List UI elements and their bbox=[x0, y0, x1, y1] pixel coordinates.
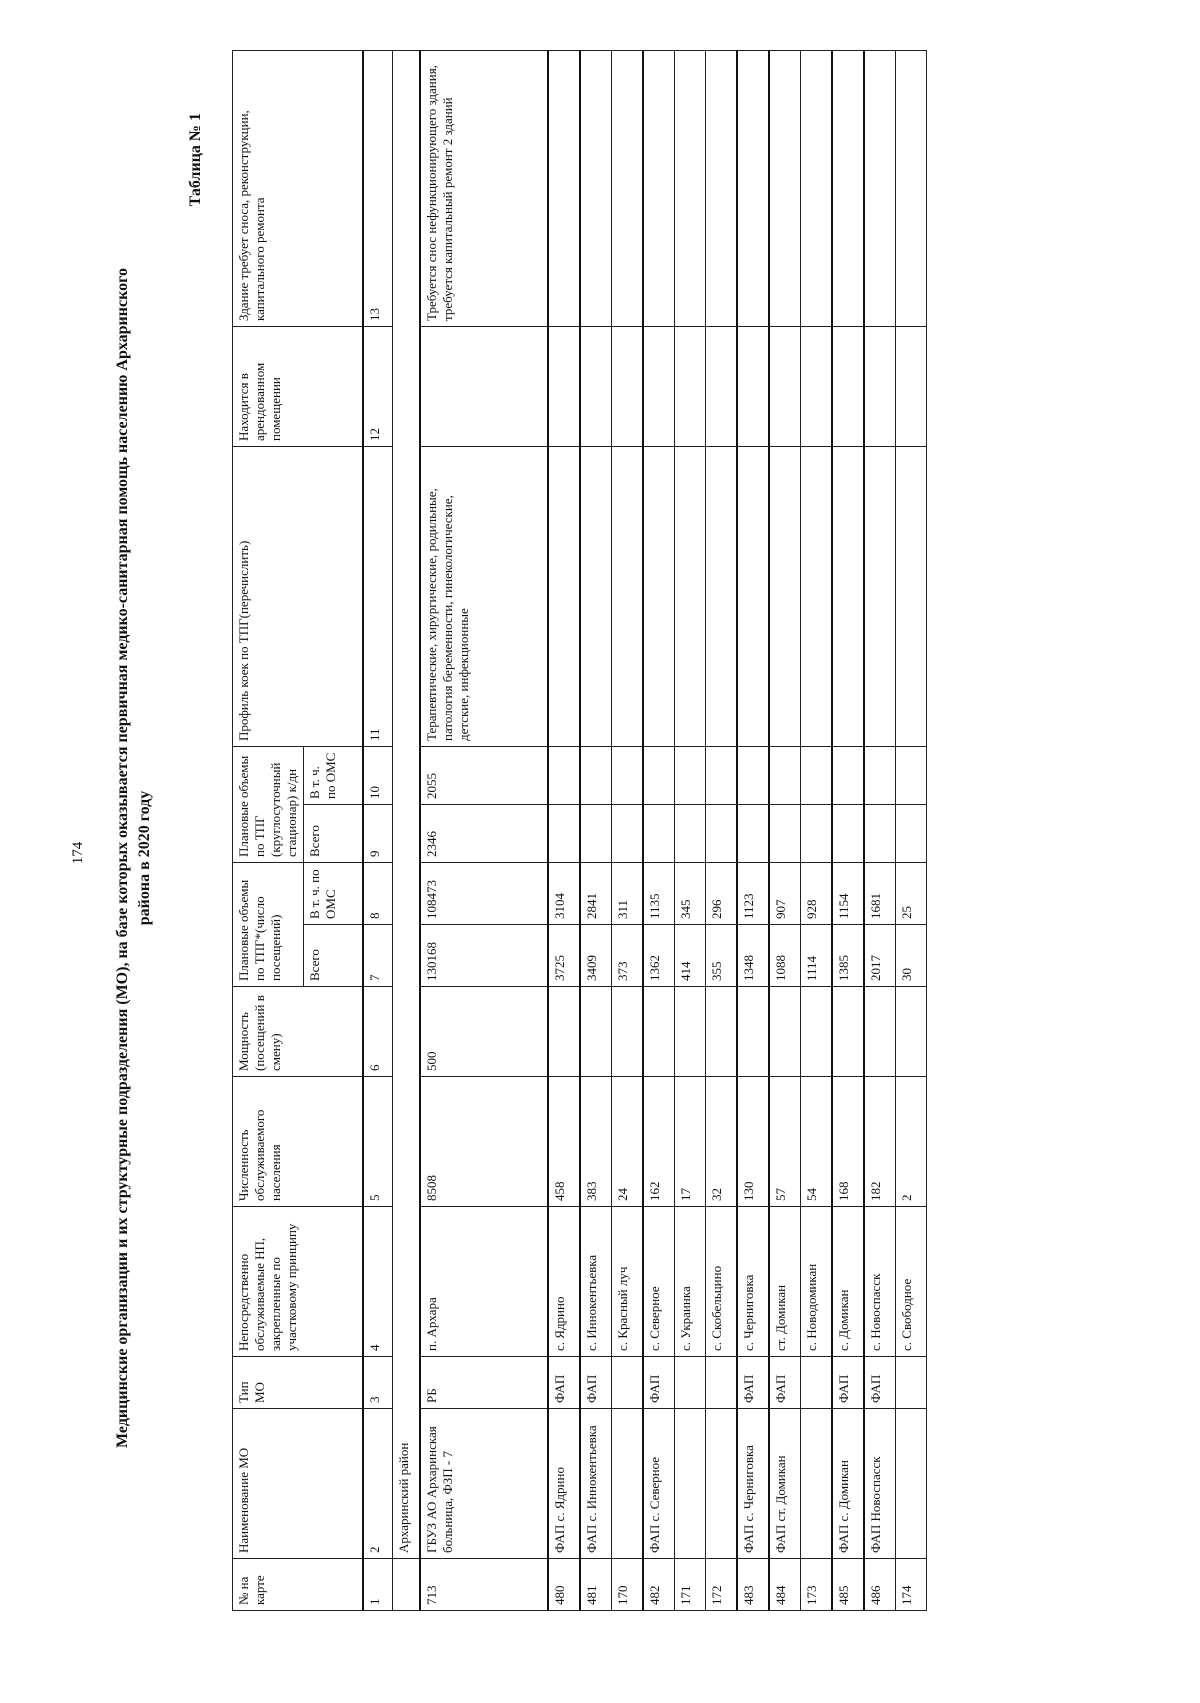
cell-visits-total: 30 bbox=[896, 925, 927, 987]
cell-population: 168 bbox=[832, 1077, 864, 1207]
cell-bed-profile bbox=[643, 447, 675, 747]
cell-bed-profile bbox=[737, 447, 769, 747]
cell-mo-type bbox=[801, 1357, 833, 1409]
cell-map-number: 481 bbox=[580, 1559, 612, 1611]
cell-bed-days-oms bbox=[769, 747, 801, 805]
document-title-line-2: района в 2020 году bbox=[136, 790, 153, 926]
cell-settlement: с. Домикан bbox=[832, 1207, 864, 1357]
table-label: Таблица № 1 bbox=[187, 113, 204, 207]
cell-mo-name bbox=[675, 1409, 706, 1559]
column-number: 10 bbox=[363, 747, 393, 805]
cell-repair-note bbox=[612, 51, 644, 327]
cell-settlement: с. Новоспасск bbox=[864, 1207, 896, 1357]
cell-map-number: 173 bbox=[801, 1559, 833, 1611]
cell-bed-days-oms bbox=[706, 747, 738, 805]
column-number-row bbox=[363, 51, 393, 1611]
cell-bed-days-oms bbox=[896, 747, 927, 805]
cell-settlement: с. Свободное bbox=[896, 1207, 927, 1357]
cell-mo-type: ФАП bbox=[864, 1357, 896, 1409]
cell-bed-profile bbox=[706, 447, 738, 747]
cell-settlement: с. Скобельцино bbox=[706, 1207, 738, 1357]
cell-settlement: с. Черниговка bbox=[737, 1207, 769, 1357]
cell-bed-days-total bbox=[580, 805, 612, 863]
header-bed-days-total: Всего bbox=[304, 805, 364, 863]
cell-map-number: 483 bbox=[737, 1559, 769, 1611]
cell-population: 383 bbox=[580, 1077, 612, 1207]
cell-bed-days-oms bbox=[643, 747, 675, 805]
cell-bed-profile bbox=[896, 447, 927, 747]
column-number: 3 bbox=[363, 1357, 393, 1409]
facilities-table bbox=[232, 50, 927, 1611]
cell-rented bbox=[675, 327, 706, 447]
cell-bed-profile bbox=[769, 447, 801, 747]
cell-population: 130 bbox=[737, 1077, 769, 1207]
cell-settlement: с. Новодомикан bbox=[801, 1207, 833, 1357]
column-number: 8 bbox=[363, 863, 393, 925]
column-number: 13 bbox=[363, 51, 393, 327]
cell-mo-type: ФАП bbox=[769, 1357, 801, 1409]
table-row bbox=[864, 51, 896, 1611]
cell-mo-name bbox=[896, 1409, 927, 1559]
cell-visits-oms: 1123 bbox=[737, 863, 769, 925]
cell-bed-days-oms bbox=[675, 747, 706, 805]
table-row bbox=[801, 51, 833, 1611]
cell-rented bbox=[896, 327, 927, 447]
cell-bed-profile bbox=[612, 447, 644, 747]
table-container bbox=[232, 51, 927, 1611]
page-number: 174 bbox=[70, 841, 86, 865]
header-mo-type: Тип МО bbox=[233, 1357, 364, 1409]
cell-settlement: с. Ядрино bbox=[548, 1207, 580, 1357]
header-planned-bed-days: Плановые объемы по ТПГ (круглосуточный стационар) к/дн bbox=[233, 747, 304, 863]
table-row bbox=[737, 51, 769, 1611]
cell-map-number: 713 bbox=[420, 1559, 548, 1611]
cell-map-number: 171 bbox=[675, 1559, 706, 1611]
cell-map-number: 482 bbox=[643, 1559, 675, 1611]
cell-visits-oms: 108473 bbox=[420, 863, 548, 925]
cell-bed-days-total: 2346 bbox=[420, 805, 548, 863]
cell-bed-days-oms bbox=[832, 747, 864, 805]
cell-visits-total: 3409 bbox=[580, 925, 612, 987]
cell-bed-days-total bbox=[706, 805, 738, 863]
cell-bed-days-total bbox=[832, 805, 864, 863]
cell-repair-note: Требуется снос нефункционирующего здания, требуется капитальный ремонт 2 зданий bbox=[420, 51, 548, 327]
cell-mo-name: ФАП с. Домикан bbox=[832, 1409, 864, 1559]
cell-mo-name bbox=[612, 1409, 644, 1559]
cell-population: 24 bbox=[612, 1077, 644, 1207]
cell-rented bbox=[864, 327, 896, 447]
cell-visits-oms: 311 bbox=[612, 863, 644, 925]
cell-capacity bbox=[706, 987, 738, 1077]
cell-capacity bbox=[643, 987, 675, 1077]
cell-population: 2 bbox=[896, 1077, 927, 1207]
header-capacity: Мощность (посещений в смену) bbox=[233, 987, 364, 1077]
cell-bed-days-oms bbox=[548, 747, 580, 805]
column-number: 9 bbox=[363, 805, 393, 863]
header-population: Численность обслуживаемого населения bbox=[233, 1077, 364, 1207]
column-number: 11 bbox=[363, 447, 393, 747]
cell-map-number: 484 bbox=[769, 1559, 801, 1611]
cell-visits-total: 1088 bbox=[769, 925, 801, 987]
cell-bed-days-oms bbox=[737, 747, 769, 805]
cell-visits-oms: 3104 bbox=[548, 863, 580, 925]
cell-mo-type: РБ bbox=[420, 1357, 548, 1409]
cell-bed-days-total bbox=[737, 805, 769, 863]
cell-visits-oms: 907 bbox=[769, 863, 801, 925]
cell-mo-type: ФАП bbox=[832, 1357, 864, 1409]
document-title bbox=[112, 153, 156, 1563]
cell-capacity bbox=[832, 987, 864, 1077]
cell-mo-type: ФАП bbox=[580, 1357, 612, 1409]
cell-rented bbox=[737, 327, 769, 447]
cell-map-number: 485 bbox=[832, 1559, 864, 1611]
column-number: 12 bbox=[363, 327, 393, 447]
cell-bed-days-total bbox=[864, 805, 896, 863]
cell-bed-profile bbox=[864, 447, 896, 747]
table-row bbox=[769, 51, 801, 1611]
cell-bed-days-total bbox=[643, 805, 675, 863]
cell-visits-oms: 1681 bbox=[864, 863, 896, 925]
cell-bed-profile: Терапевтические, хирургические, родильные, патология беременности, гинекологические, детские, инфекционные bbox=[420, 447, 548, 747]
cell-visits-oms: 1135 bbox=[643, 863, 675, 925]
table-row bbox=[612, 51, 644, 1611]
cell-map-number: 486 bbox=[864, 1559, 896, 1611]
column-number: 6 bbox=[363, 987, 393, 1077]
header-row-1 bbox=[233, 51, 304, 1611]
cell-visits-total: 414 bbox=[675, 925, 706, 987]
cell-rented bbox=[420, 327, 548, 447]
cell-settlement: с. Украинка bbox=[675, 1207, 706, 1357]
cell-repair-note bbox=[643, 51, 675, 327]
header-visits-total: Всего bbox=[304, 925, 364, 987]
table-row bbox=[420, 51, 548, 1611]
cell-visits-total: 1114 bbox=[801, 925, 833, 987]
cell-capacity bbox=[612, 987, 644, 1077]
cell-mo-type bbox=[612, 1357, 644, 1409]
cell-visits-total: 373 bbox=[612, 925, 644, 987]
cell-map-number: 170 bbox=[612, 1559, 644, 1611]
cell-mo-name: ФАП с. Ядрино bbox=[548, 1409, 580, 1559]
table-row bbox=[675, 51, 706, 1611]
table-body bbox=[363, 51, 927, 1611]
cell-bed-days-total bbox=[801, 805, 833, 863]
header-map-number: № на карте bbox=[233, 1559, 364, 1611]
cell-rented bbox=[548, 327, 580, 447]
cell-repair-note bbox=[801, 51, 833, 327]
cell-visits-oms: 296 bbox=[706, 863, 738, 925]
cell-population: 182 bbox=[864, 1077, 896, 1207]
table-row bbox=[580, 51, 612, 1611]
cell-map-number: 172 bbox=[706, 1559, 738, 1611]
cell-mo-name: ФАП с. Черниговка bbox=[737, 1409, 769, 1559]
cell-mo-type: ФАП bbox=[737, 1357, 769, 1409]
cell-bed-days-oms bbox=[864, 747, 896, 805]
header-mo-name: Наименование МО bbox=[233, 1409, 364, 1559]
cell-rented bbox=[706, 327, 738, 447]
cell-repair-note bbox=[548, 51, 580, 327]
cell-visits-total: 1385 bbox=[832, 925, 864, 987]
cell-visits-oms: 928 bbox=[801, 863, 833, 925]
cell-rented bbox=[801, 327, 833, 447]
cell-mo-name bbox=[706, 1409, 738, 1559]
cell-visits-total: 1362 bbox=[643, 925, 675, 987]
table-row bbox=[832, 51, 864, 1611]
column-number: 4 bbox=[363, 1207, 393, 1357]
cell-repair-note bbox=[580, 51, 612, 327]
cell-visits-oms: 2841 bbox=[580, 863, 612, 925]
cell-bed-profile bbox=[832, 447, 864, 747]
cell-mo-type bbox=[896, 1357, 927, 1409]
cell-population: 8508 bbox=[420, 1077, 548, 1207]
cell-bed-profile bbox=[548, 447, 580, 747]
header-rented: Находится в арендованном помещении bbox=[233, 327, 364, 447]
cell-repair-note bbox=[737, 51, 769, 327]
cell-population: 162 bbox=[643, 1077, 675, 1207]
column-number: 1 bbox=[363, 1559, 393, 1611]
cell-visits-oms: 345 bbox=[675, 863, 706, 925]
table-row bbox=[896, 51, 927, 1611]
cell-bed-days-oms bbox=[801, 747, 833, 805]
cell-mo-name: ФАП ст. Домикан bbox=[769, 1409, 801, 1559]
cell-capacity bbox=[675, 987, 706, 1077]
cell-visits-total: 355 bbox=[706, 925, 738, 987]
cell-mo-type: ФАП bbox=[548, 1357, 580, 1409]
cell-repair-note bbox=[896, 51, 927, 327]
cell-mo-name bbox=[801, 1409, 833, 1559]
cell-visits-total: 2017 bbox=[864, 925, 896, 987]
column-number: 2 bbox=[363, 1409, 393, 1559]
cell-bed-days-total bbox=[675, 805, 706, 863]
cell-visits-oms: 25 bbox=[896, 863, 927, 925]
cell-bed-days-oms bbox=[580, 747, 612, 805]
cell-repair-note bbox=[832, 51, 864, 327]
cell-bed-profile bbox=[580, 447, 612, 747]
cell-rented bbox=[580, 327, 612, 447]
cell-mo-type: ФАП bbox=[643, 1357, 675, 1409]
cell-mo-type bbox=[675, 1357, 706, 1409]
cell-capacity bbox=[896, 987, 927, 1077]
cell-rented bbox=[643, 327, 675, 447]
table-row bbox=[548, 51, 580, 1611]
cell-capacity bbox=[737, 987, 769, 1077]
header-planned-visits: Плановые объемы по ТПГ*(число посещений) bbox=[233, 863, 304, 987]
cell-population: 17 bbox=[675, 1077, 706, 1207]
empty-cell bbox=[393, 1559, 421, 1611]
cell-settlement: с. Красный луч bbox=[612, 1207, 644, 1357]
cell-visits-total: 1348 bbox=[737, 925, 769, 987]
column-number: 7 bbox=[363, 925, 393, 987]
cell-mo-name: ГБУЗ АО Архаринская больница, ФЗП - 7 bbox=[420, 1409, 548, 1559]
cell-bed-days-total bbox=[769, 805, 801, 863]
cell-bed-days-oms bbox=[612, 747, 644, 805]
cell-repair-note bbox=[706, 51, 738, 327]
cell-rented bbox=[832, 327, 864, 447]
cell-bed-days-total bbox=[612, 805, 644, 863]
cell-visits-total: 3725 bbox=[548, 925, 580, 987]
cell-capacity bbox=[864, 987, 896, 1077]
cell-repair-note bbox=[864, 51, 896, 327]
cell-settlement: с. Северное bbox=[643, 1207, 675, 1357]
cell-population: 54 bbox=[801, 1077, 833, 1207]
cell-settlement: п. Архара bbox=[420, 1207, 548, 1357]
region-row bbox=[393, 51, 421, 1611]
cell-bed-days-total bbox=[896, 805, 927, 863]
cell-mo-name: ФАП с. Северное bbox=[643, 1409, 675, 1559]
cell-mo-name: ФАП с. Иннокентьевка bbox=[580, 1409, 612, 1559]
cell-settlement: ст. Домикан bbox=[769, 1207, 801, 1357]
cell-mo-name: ФАП Новоспасск bbox=[864, 1409, 896, 1559]
header-visits-oms: В т. ч. по ОМС bbox=[304, 863, 364, 925]
cell-bed-days-total bbox=[548, 805, 580, 863]
cell-repair-note bbox=[769, 51, 801, 327]
cell-bed-profile bbox=[801, 447, 833, 747]
cell-population: 57 bbox=[769, 1077, 801, 1207]
document-title-line-1: Медицинские организации и их структурные подразделения (МО), на базе которых оказывается первичная медико-санитарная помощь населению Архаринского bbox=[114, 268, 131, 1448]
cell-capacity bbox=[548, 987, 580, 1077]
cell-bed-profile bbox=[675, 447, 706, 747]
cell-repair-note bbox=[675, 51, 706, 327]
cell-capacity bbox=[769, 987, 801, 1077]
table-row bbox=[643, 51, 675, 1611]
header-served-settlements: Непосредственно обслуживаемые НП, закрепленные по участковому принципу bbox=[233, 1207, 364, 1357]
header-bed-days-oms: В т. ч. по ОМС bbox=[304, 747, 364, 805]
cell-capacity bbox=[580, 987, 612, 1077]
column-number: 5 bbox=[363, 1077, 393, 1207]
cell-rented bbox=[769, 327, 801, 447]
cell-map-number: 480 bbox=[548, 1559, 580, 1611]
cell-settlement: с. Иннокентьевка bbox=[580, 1207, 612, 1357]
header-repair: Здание требует сноса, реконструкции, капитального ремонта bbox=[233, 51, 364, 327]
table-row bbox=[706, 51, 738, 1611]
cell-population: 458 bbox=[548, 1077, 580, 1207]
cell-capacity: 500 bbox=[420, 987, 548, 1077]
cell-rented bbox=[612, 327, 644, 447]
region-name: Архаринский район bbox=[393, 51, 421, 1559]
header-bed-profile: Профиль коек по ТПГ(перечислить) bbox=[233, 447, 364, 747]
cell-visits-oms: 1154 bbox=[832, 863, 864, 925]
cell-bed-days-oms: 2055 bbox=[420, 747, 548, 805]
cell-capacity bbox=[801, 987, 833, 1077]
cell-population: 32 bbox=[706, 1077, 738, 1207]
cell-mo-type bbox=[706, 1357, 738, 1409]
cell-map-number: 174 bbox=[896, 1559, 927, 1611]
cell-visits-total: 130168 bbox=[420, 925, 548, 987]
